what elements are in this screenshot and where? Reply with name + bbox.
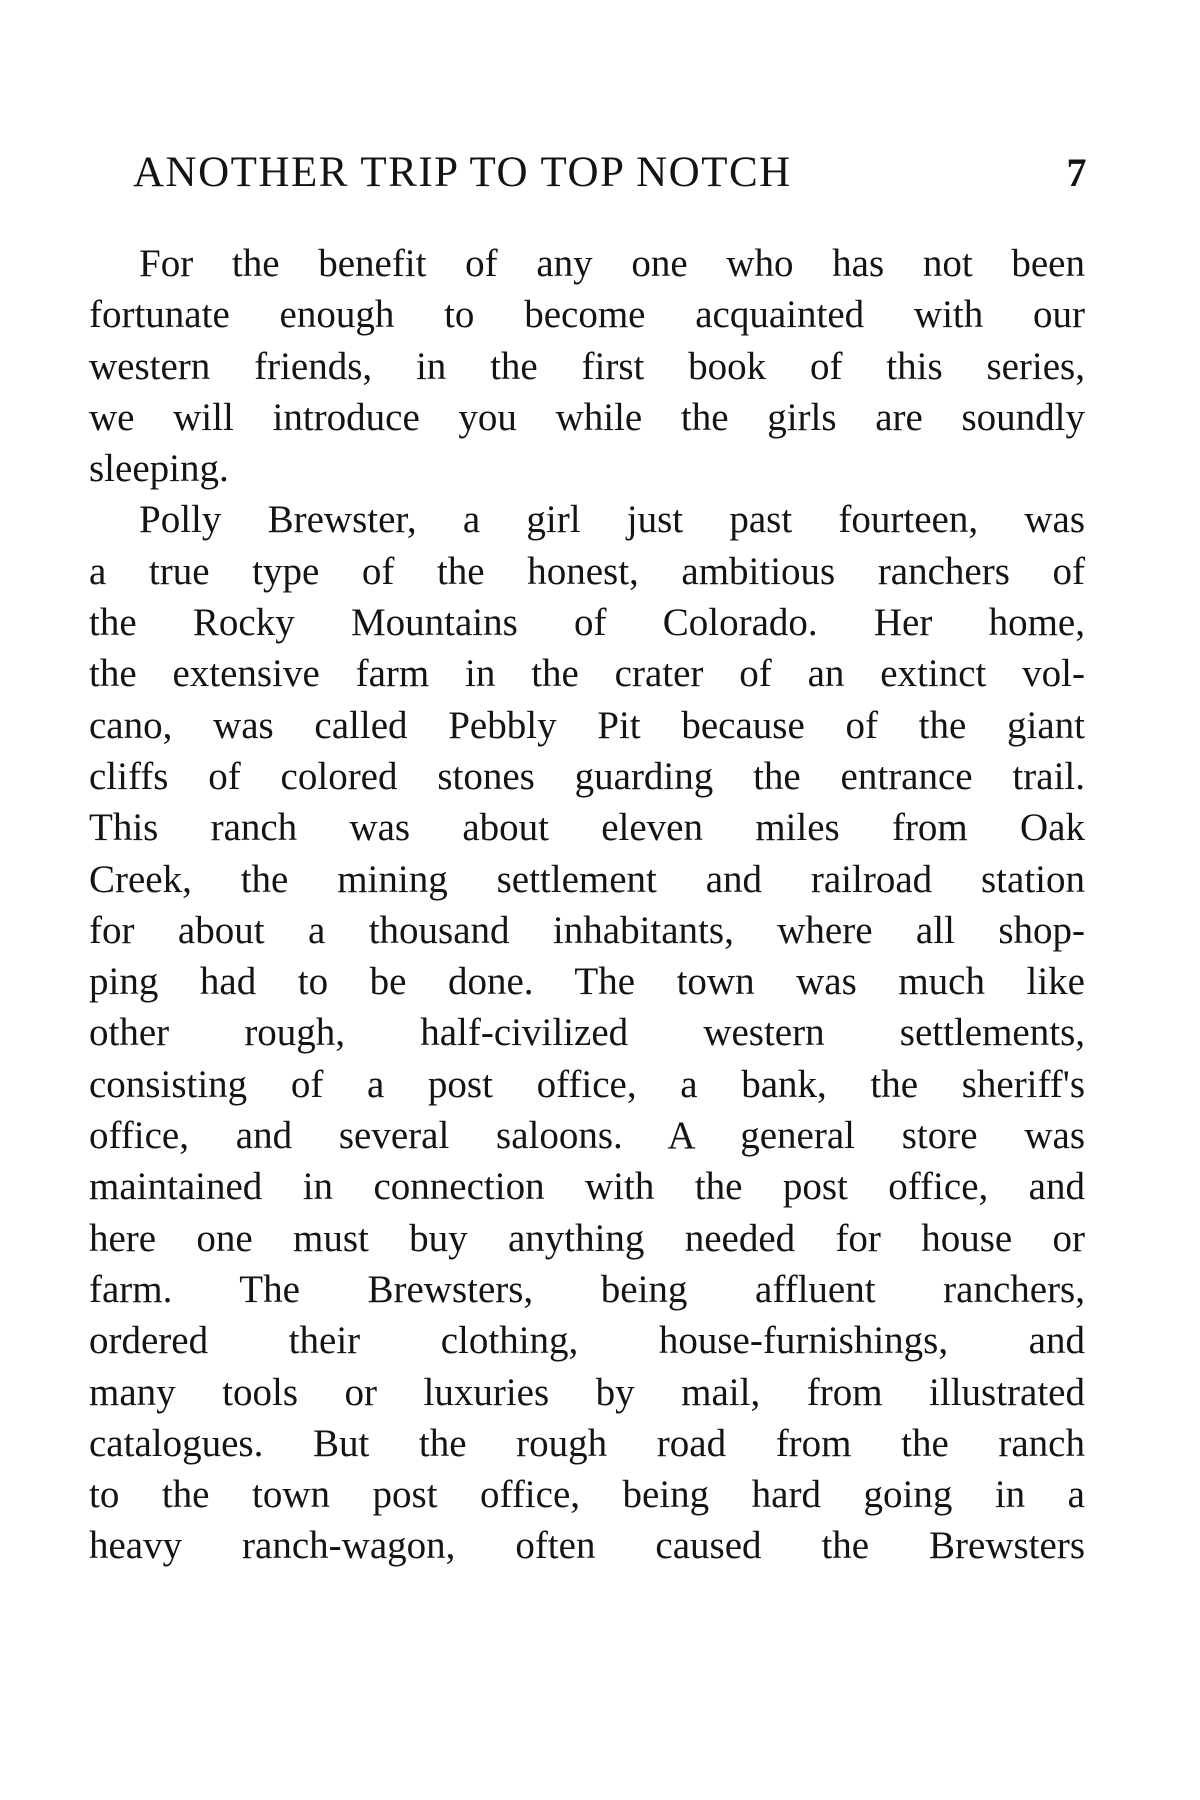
text-line: fortunate enough to become acquainted with our bbox=[89, 293, 1085, 337]
text-line: ping had to be done. The town was much like bbox=[89, 960, 1085, 1004]
text-line: many tools or luxuries by mail, from illustrated bbox=[89, 1370, 1085, 1414]
text-line: ordered their clothing, house-furnishings, and bbox=[89, 1319, 1085, 1363]
running-header bbox=[133, 148, 1088, 204]
text-line: catalogues. But the rough road from the ranch bbox=[89, 1421, 1085, 1465]
text-line: we will introduce you while the girls are soundly bbox=[89, 395, 1085, 439]
text-line: a true type of the honest, ambitious ranchers of bbox=[89, 549, 1085, 593]
text-line: Creek, the mining settlement and railroad station bbox=[89, 857, 1085, 901]
text-line: for about a thousand inhabitants, where all shop- bbox=[89, 908, 1085, 952]
text-line: the Rocky Mountains of Colorado. Her home, bbox=[89, 601, 1085, 645]
text-line: For the benefit of any one who has not been bbox=[139, 242, 1085, 285]
text-line: sleeping. bbox=[89, 447, 229, 491]
text-line: western friends, in the first book of this series, bbox=[89, 344, 1085, 388]
text-line: cano, was called Pebbly Pit because of the giant bbox=[89, 703, 1085, 747]
text-line: office, and several saloons. A general store was bbox=[89, 1114, 1085, 1158]
text-line: here one must buy anything needed for house or bbox=[89, 1216, 1085, 1260]
text-line: to the town post office, being hard going in a bbox=[89, 1473, 1085, 1517]
running-title: ANOTHER TRIP TO TOP NOTCH bbox=[133, 149, 792, 196]
page-number: 7 bbox=[1066, 150, 1088, 195]
body-text bbox=[89, 238, 1085, 1572]
text-line: heavy ranch-wagon, often caused the Brewsters bbox=[89, 1524, 1085, 1568]
text-line: cliffs of colored stones guarding the entrance trail. bbox=[89, 754, 1085, 798]
text-line: This ranch was about eleven miles from Oak bbox=[89, 806, 1085, 850]
text-line: farm. The Brewsters, being affluent ranchers, bbox=[89, 1267, 1085, 1311]
text-line: maintained in connection with the post office, and bbox=[89, 1165, 1085, 1209]
text-line: other rough, half-civilized western settlements, bbox=[89, 1011, 1085, 1055]
text-line: consisting of a post office, a bank, the sheriff's bbox=[89, 1062, 1085, 1106]
text-line: Polly Brewster, a girl just past fourteen, was bbox=[139, 498, 1085, 542]
text-line: the extensive farm in the crater of an extinct vol- bbox=[89, 652, 1085, 696]
